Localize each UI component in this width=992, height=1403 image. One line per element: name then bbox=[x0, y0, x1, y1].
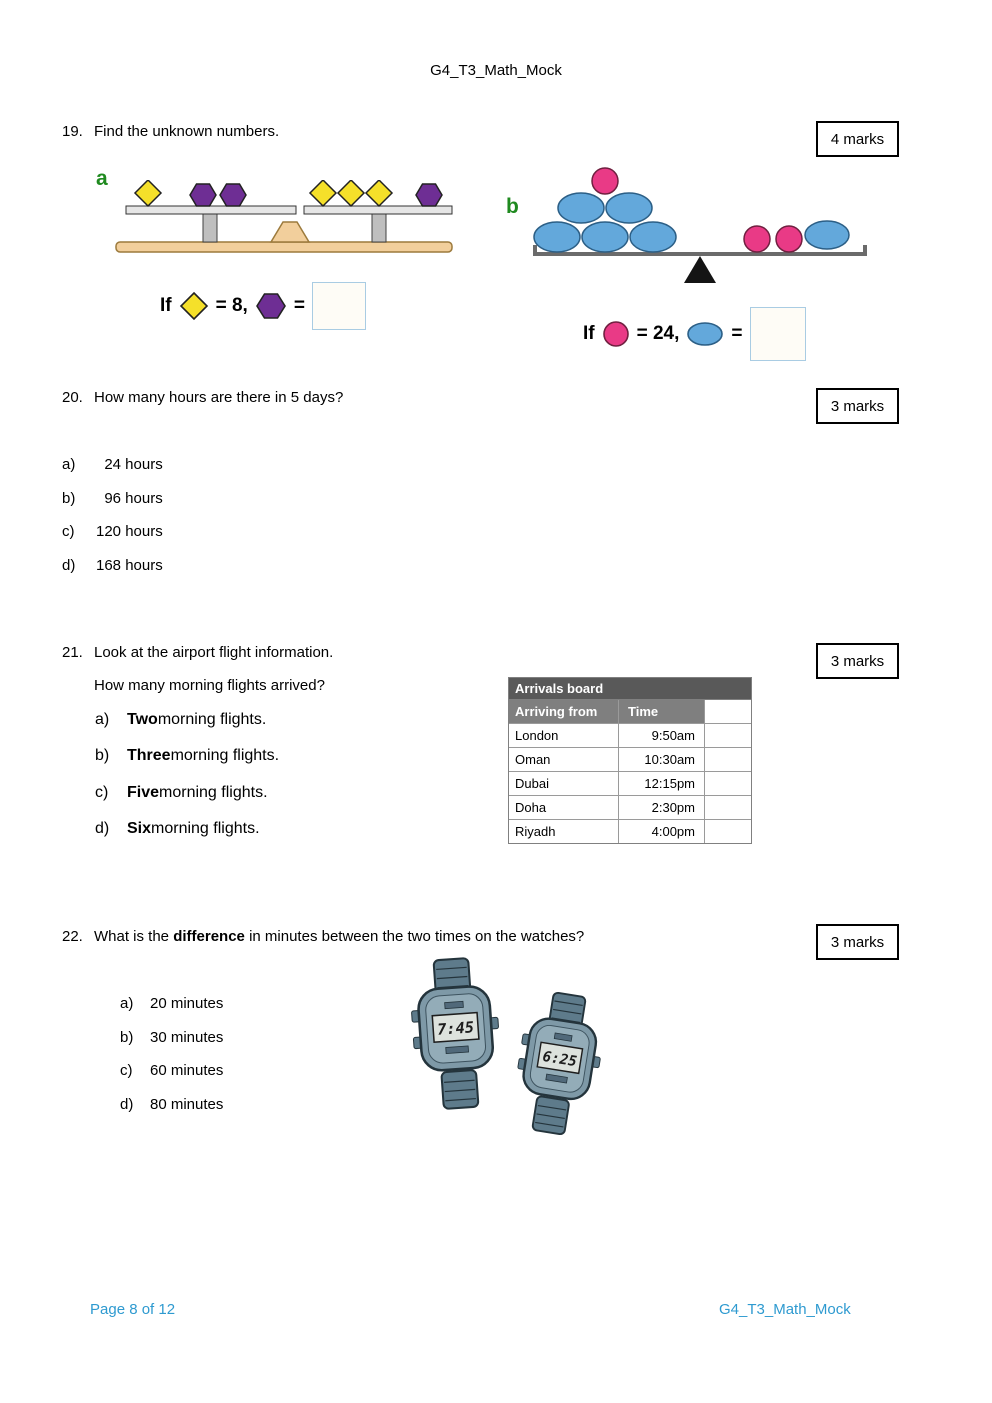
watch1-time: 7:45 bbox=[436, 1018, 475, 1039]
blue-oval-icon bbox=[606, 193, 652, 223]
yellow-diamond-icon bbox=[179, 291, 209, 321]
city-cell: London bbox=[509, 724, 619, 747]
pink-circle-icon bbox=[744, 226, 770, 252]
option-letter: a) bbox=[120, 995, 134, 1012]
q21-option-d bbox=[95, 820, 260, 838]
question-21-text: Look at the airport flight information. bbox=[94, 644, 334, 661]
column-header-empty bbox=[705, 700, 751, 723]
option-text: 24 hours bbox=[96, 456, 163, 473]
option-text: morning flights. bbox=[151, 820, 260, 837]
yellow-diamond-icon bbox=[135, 180, 161, 206]
yellow-diamond-icon bbox=[310, 180, 336, 206]
option-text-bold: Six bbox=[127, 820, 152, 837]
pink-circle-icon bbox=[602, 320, 630, 348]
option-letter: a) bbox=[62, 456, 76, 473]
option-letter: b) bbox=[95, 747, 110, 764]
option-text: morning flights. bbox=[159, 784, 268, 801]
city-cell: Dubai bbox=[509, 772, 619, 795]
question-21-subtext: How many morning flights arrived? bbox=[94, 677, 325, 694]
equation-b-eq2: = bbox=[731, 323, 743, 344]
equation-a bbox=[160, 282, 366, 330]
q22-option-c bbox=[120, 1062, 223, 1079]
blue-oval-icon bbox=[582, 222, 628, 252]
purple-hexagon-icon bbox=[416, 184, 442, 206]
equation-b-if: If bbox=[583, 323, 595, 344]
purple-hexagon-icon bbox=[255, 292, 287, 320]
blue-oval-icon bbox=[630, 222, 676, 252]
figure-a-label: a bbox=[96, 167, 108, 190]
blue-oval-icon bbox=[534, 222, 580, 252]
option-letter: c) bbox=[62, 523, 75, 540]
pink-circle-icon bbox=[776, 226, 802, 252]
equation-a-eq2: = bbox=[293, 295, 305, 316]
option-text: 20 minutes bbox=[150, 995, 224, 1012]
equation-b-eq1: = 24, bbox=[636, 323, 680, 344]
watch-2 bbox=[505, 986, 612, 1141]
q20-option-b bbox=[62, 490, 163, 507]
watch-strap-bottom bbox=[441, 1070, 478, 1109]
option-text: 60 minutes bbox=[150, 1062, 224, 1079]
option-text-bold: Five bbox=[127, 784, 160, 801]
answer-box-b[interactable] bbox=[750, 307, 806, 361]
pink-circle-icon bbox=[592, 168, 618, 194]
option-letter: b) bbox=[62, 490, 76, 507]
yellow-diamond-icon bbox=[338, 180, 364, 206]
city-cell: Riyadh bbox=[509, 820, 619, 843]
table-row bbox=[509, 772, 751, 796]
q22-option-a bbox=[120, 995, 223, 1012]
watch2-time: 6:25 bbox=[541, 1048, 578, 1071]
question-19-text: Find the unknown numbers. bbox=[94, 123, 280, 140]
q20-option-a bbox=[62, 456, 163, 473]
balance-beam bbox=[533, 252, 867, 256]
purple-hexagon-icon bbox=[190, 184, 216, 206]
q20-option-d bbox=[62, 557, 163, 574]
option-text-bold: Three bbox=[127, 747, 171, 764]
yellow-diamond-icon bbox=[366, 180, 392, 206]
right-pan bbox=[304, 206, 452, 214]
footer-document-title: G4_T3_Math_Mock bbox=[719, 1301, 851, 1318]
table-row bbox=[509, 820, 751, 843]
balance-scale-b bbox=[505, 160, 880, 286]
watch-1 bbox=[405, 954, 507, 1113]
table-row bbox=[509, 724, 751, 748]
right-support bbox=[372, 214, 386, 242]
watch-strap-bottom bbox=[532, 1096, 569, 1135]
time-cell: 2:30pm bbox=[619, 796, 705, 819]
option-text: 120 hours bbox=[96, 523, 163, 540]
left-pan bbox=[126, 206, 296, 214]
balance-fulcrum bbox=[271, 222, 309, 242]
equation-a-eq1: = 8, bbox=[215, 295, 248, 316]
balance-base-beam bbox=[116, 242, 452, 252]
q21-option-a bbox=[95, 711, 266, 729]
option-text: morning flights. bbox=[157, 711, 267, 728]
option-letter: a) bbox=[95, 711, 110, 728]
city-cell: Oman bbox=[509, 748, 619, 771]
question-21 bbox=[62, 644, 333, 661]
time-cell: 12:15pm bbox=[619, 772, 705, 795]
q21-option-c bbox=[95, 784, 268, 802]
column-header-arriving-from: Arriving from bbox=[509, 700, 619, 723]
marks-box-q19: 4 marks bbox=[816, 121, 899, 157]
marks-box-q21: 3 marks bbox=[816, 643, 899, 679]
option-text: 30 minutes bbox=[150, 1029, 224, 1046]
arrivals-table-title: Arrivals board bbox=[509, 678, 751, 700]
q20-option-c bbox=[62, 523, 163, 540]
q22-option-d bbox=[120, 1096, 223, 1113]
purple-hexagon-icon bbox=[220, 184, 246, 206]
marks-box-q20: 3 marks bbox=[816, 388, 899, 424]
option-letter: d) bbox=[62, 557, 76, 574]
time-cell: 4:00pm bbox=[619, 820, 705, 843]
blue-oval-icon bbox=[686, 321, 724, 347]
left-support bbox=[203, 214, 217, 242]
question-20-number: 20. bbox=[62, 389, 83, 406]
time-cell: 9:50am bbox=[619, 724, 705, 747]
column-header-time: Time bbox=[619, 700, 705, 723]
figure-b-label: b bbox=[506, 195, 519, 218]
option-letter: d) bbox=[95, 820, 110, 837]
arrivals-table bbox=[508, 677, 752, 844]
blue-oval-icon bbox=[558, 193, 604, 223]
option-letter: d) bbox=[120, 1096, 134, 1113]
q21-option-b bbox=[95, 747, 279, 765]
answer-box-a[interactable] bbox=[312, 282, 366, 330]
question-22 bbox=[62, 928, 584, 945]
option-text-bold: Two bbox=[127, 711, 158, 728]
option-letter: c) bbox=[95, 784, 109, 801]
balance-scale-a bbox=[108, 180, 460, 260]
equation-a-if: If bbox=[160, 295, 172, 316]
question-19 bbox=[62, 123, 279, 140]
question-22-bold-word: difference bbox=[173, 928, 245, 945]
question-21-number: 21. bbox=[62, 644, 83, 661]
blue-oval-icon bbox=[805, 221, 849, 249]
option-text: morning flights. bbox=[170, 747, 280, 764]
city-cell: Doha bbox=[509, 796, 619, 819]
time-cell: 10:30am bbox=[619, 748, 705, 771]
question-20 bbox=[62, 389, 343, 406]
equation-b bbox=[583, 307, 806, 361]
option-letter: b) bbox=[120, 1029, 134, 1046]
document-title: G4_T3_Math_Mock bbox=[430, 62, 562, 79]
balance-fulcrum-triangle bbox=[684, 256, 716, 283]
table-row bbox=[509, 748, 751, 772]
arrivals-table-header bbox=[509, 700, 751, 724]
footer-page-number: Page 8 of 12 bbox=[90, 1301, 176, 1318]
table-row bbox=[509, 796, 751, 820]
question-19-number: 19. bbox=[62, 123, 83, 140]
q22-option-b bbox=[120, 1029, 223, 1046]
option-text: 168 hours bbox=[96, 557, 163, 574]
question-22-text: What is the difference in minutes between the two times on the watches? bbox=[94, 928, 585, 945]
question-22-number: 22. bbox=[62, 928, 83, 945]
option-letter: c) bbox=[120, 1062, 133, 1079]
option-text: 80 minutes bbox=[150, 1096, 224, 1113]
option-text: 96 hours bbox=[96, 490, 163, 507]
question-20-text: How many hours are there in 5 days? bbox=[94, 389, 344, 406]
marks-box-q22: 3 marks bbox=[816, 924, 899, 960]
